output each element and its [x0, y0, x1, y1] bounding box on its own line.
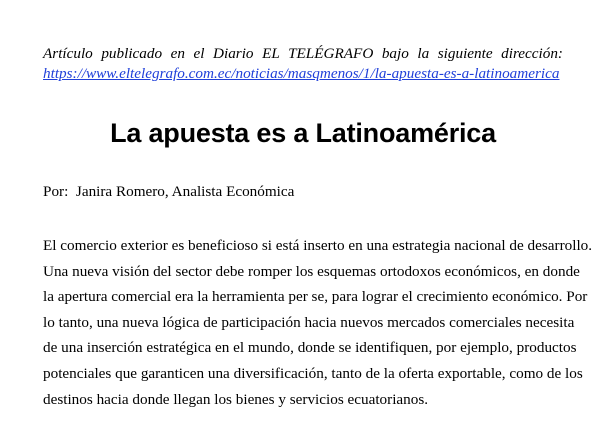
article-paragraph [43, 233, 593, 412]
paragraph-line: potenciales que garanticen una diversificación, tanto de la oferta exportable, como de los [43, 364, 583, 382]
article-title: La apuesta es a Latinoamérica [110, 118, 496, 148]
article-byline: Por: Janira Romero, Analista Económica [43, 183, 295, 200]
paragraph-line: El comercio exterior es beneficioso si está inserto en una estrategia nacional de desarrollo. [43, 237, 593, 254]
paragraph-line: de una inserción estratégica en el mundo, donde se identifiquen, por ejemplo, productos [43, 339, 577, 357]
paragraph-line: lo tanto, una nueva lógica de participación hacia nuevos mercados comerciales necesita [43, 313, 575, 331]
source-link[interactable]: https://www.eltelegrafo.com.ec/noticias/masqmenos/1/la-apuesta-es-a-latinoamerica [43, 65, 560, 82]
paragraph-line: la apertura comercial era la herramienta per se, para lograr el crecimiento económico. Por [43, 288, 588, 306]
source-note: Artículo publicado en el Diario EL TELÉGRAFO bajo la siguiente dirección: [43, 45, 563, 62]
paragraph-line: Una nueva visión del sector debe romper los esquemas ortodoxos económicos, en donde [43, 262, 580, 280]
paragraph-line: destinos hacia donde llegan los bienes y servicios ecuatorianos. [43, 390, 429, 408]
